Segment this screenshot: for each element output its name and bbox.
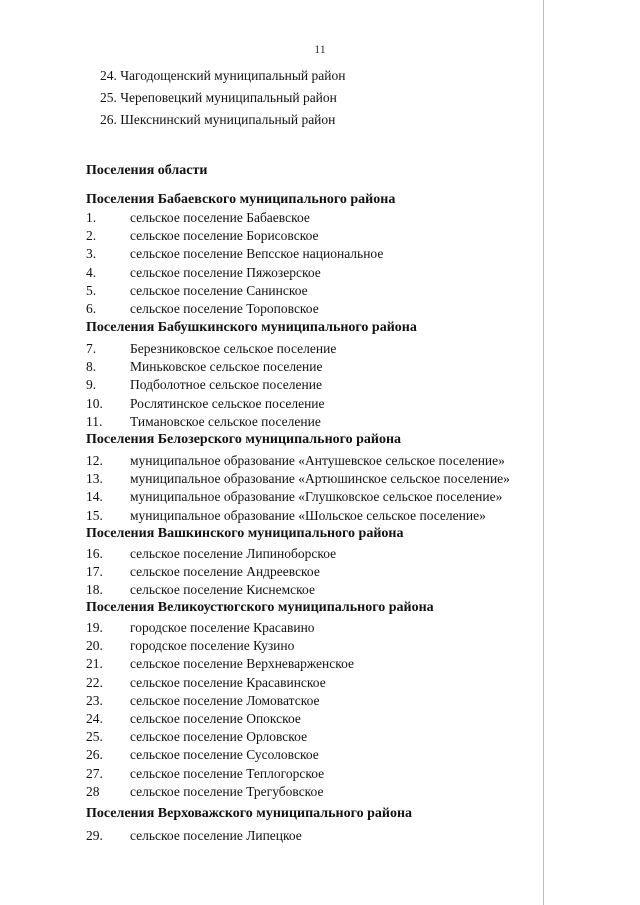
item-text: Рослятинское сельское поселение xyxy=(130,396,325,411)
item-number: 25. xyxy=(86,729,103,744)
item-number: 17. xyxy=(86,564,103,579)
section-title: Поселения области xyxy=(86,163,208,178)
district-list-item: 25. Череповецкий муниципальный район xyxy=(100,90,337,105)
item-text: сельское поселение Киснемское xyxy=(130,582,315,597)
item-text: сельское поселение Верхневарженское xyxy=(130,656,354,671)
item-number: 16. xyxy=(86,546,103,561)
group-heading: Поселения Верховажского муниципального района xyxy=(86,806,413,821)
item-text: сельское поселение Опокское xyxy=(130,711,301,726)
item-text: городское поселение Красавино xyxy=(130,620,315,635)
item-text: Миньковское сельское поселение xyxy=(130,359,323,374)
page-number: 11 xyxy=(314,42,326,56)
group-heading: Поселения Бабушкинского муниципального района xyxy=(86,320,417,335)
item-number: 9. xyxy=(86,377,97,392)
item-text: сельское поселение Борисовское xyxy=(130,228,319,243)
item-text: Березниковское сельское поселение xyxy=(130,341,337,356)
item-number: 18. xyxy=(86,582,103,597)
item-number: 6. xyxy=(86,301,97,316)
item-number: 12. xyxy=(86,453,103,468)
item-text: муниципальное образование «Шольское сельское поселение» xyxy=(130,508,486,523)
district-list-item: 24. Чагодощенский муниципальный район xyxy=(100,68,346,83)
item-number: 27. xyxy=(86,766,103,781)
group-heading: Поселения Бабаевского муниципального района xyxy=(86,192,396,207)
margin-rule xyxy=(543,0,544,905)
district-list-item: 26. Шекснинский муниципальный район xyxy=(100,112,336,127)
item-number: 23. xyxy=(86,693,103,708)
item-text: сельское поселение Андреевское xyxy=(130,564,320,579)
item-number: 29. xyxy=(86,828,103,843)
item-text: сельское поселение Трегубовское xyxy=(130,784,324,799)
item-number: 26. xyxy=(86,747,103,762)
item-number: 4. xyxy=(86,265,97,280)
item-number: 20. xyxy=(86,638,103,653)
item-number: 7. xyxy=(86,341,97,356)
item-number: 8. xyxy=(86,359,97,374)
item-text: сельское поселение Сусоловское xyxy=(130,747,319,762)
item-number: 24. xyxy=(86,711,103,726)
item-text: сельское поселение Санинское xyxy=(130,283,308,298)
item-text: сельское поселение Теплогорское xyxy=(130,766,325,781)
item-text: городское поселение Кузино xyxy=(130,638,295,653)
item-text: сельское поселение Вепсское национальное xyxy=(130,246,384,261)
group-heading: Поселения Белозерского муниципального района xyxy=(86,432,402,447)
item-number: 28 xyxy=(86,784,100,799)
item-number: 5. xyxy=(86,283,97,298)
item-number: 21. xyxy=(86,656,103,671)
item-number: 11. xyxy=(86,414,103,429)
item-number: 14. xyxy=(86,489,103,504)
item-text: Подболотное сельское поселение xyxy=(130,377,322,392)
item-number: 13. xyxy=(86,471,103,486)
item-text: муниципальное образование «Артюшинское сельское поселение» xyxy=(130,471,510,486)
item-text: сельское поселение Пяжозерское xyxy=(130,265,321,280)
item-number: 3. xyxy=(86,246,97,261)
item-number: 22. xyxy=(86,675,103,690)
item-number: 2. xyxy=(86,228,97,243)
item-text: сельское поселение Красавинское xyxy=(130,675,326,690)
item-text: сельское поселение Липиноборское xyxy=(130,546,337,561)
item-text: сельское поселение Липецкое xyxy=(130,828,302,843)
item-number: 10. xyxy=(86,396,103,411)
item-text: сельское поселение Орловское xyxy=(130,729,308,744)
item-text: муниципальное образование «Глушковское сельское поселение» xyxy=(130,489,503,504)
item-number: 19. xyxy=(86,620,103,635)
item-text: сельское поселение Ломоватское xyxy=(130,693,320,708)
item-text: муниципальное образование «Антушевское сельское поселение» xyxy=(130,453,505,468)
group-heading: Поселения Вашкинского муниципального района xyxy=(86,526,404,541)
item-text: сельское поселение Бабаевское xyxy=(130,210,310,225)
group-heading: Поселения Великоустюгского муниципального района xyxy=(86,600,434,615)
item-number: 15. xyxy=(86,508,103,523)
item-text: Тимановское сельское поселение xyxy=(130,414,321,429)
item-number: 1. xyxy=(86,210,97,225)
item-text: сельское поселение Тороповское xyxy=(130,301,319,316)
